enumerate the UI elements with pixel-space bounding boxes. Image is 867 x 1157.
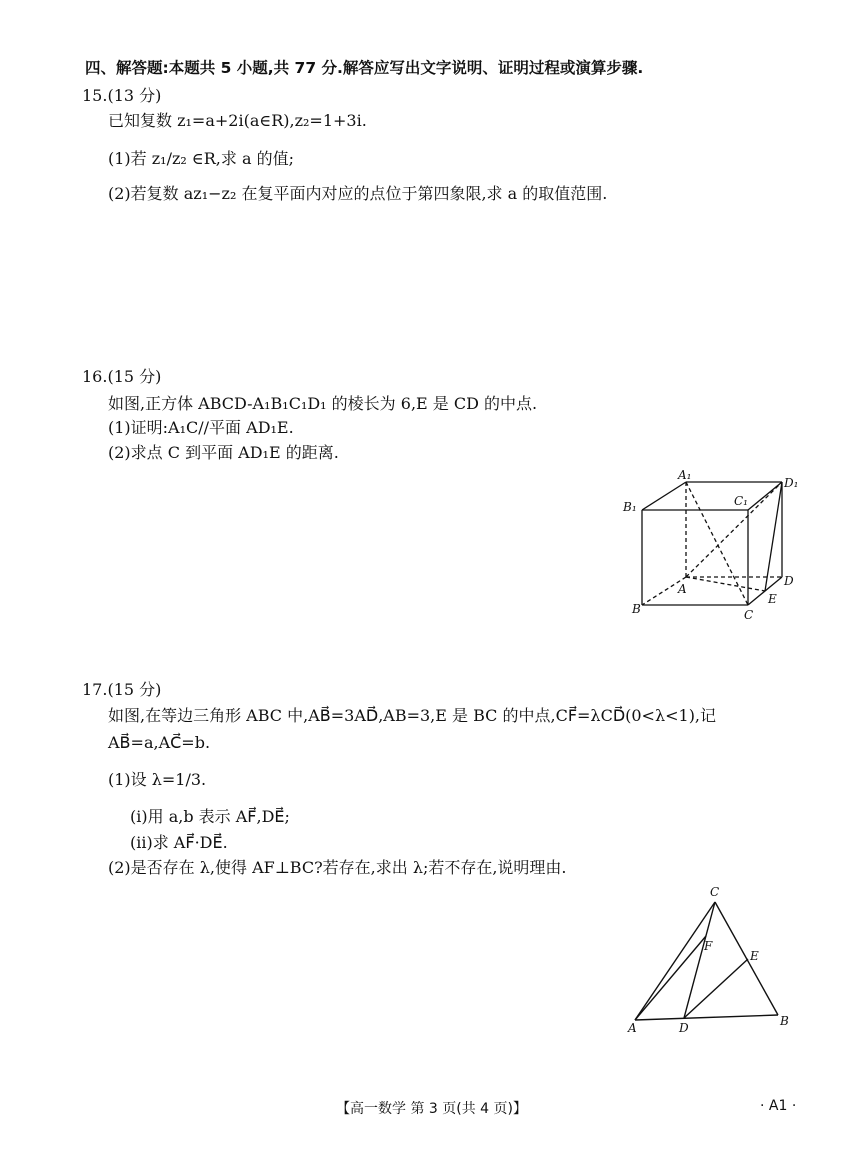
label-a1: A₁ [678,468,692,482]
q17-part1-i: (ⅰ)用 a,b 表示 AF⃗,DE⃗; [130,807,290,826]
q17-part2: (2)是否存在 λ,使得 AF⊥BC?若存在,求出 λ;若不存在,说明理由. [108,858,567,877]
label-a: A [678,582,687,596]
edge-d1-e [765,482,782,591]
label-e: E [750,949,759,963]
q15-number: 15.(13 分) [82,86,162,105]
label-d1: D₁ [784,476,799,490]
label-c: C [710,885,720,899]
q17-stem-line1: 如图,在等边三角形 ABC 中,AB⃗=3AD⃗,AB=3,E 是 BC 的中点,CF⃗=λCD⃗(0<λ<1),记 [108,706,717,725]
side-ca [635,902,715,1020]
label-d: D [784,574,794,588]
side-cb [715,902,778,1015]
side-ab [635,1015,778,1020]
q17-part1-ii: (ⅱ)求 AF⃗·DE⃗. [130,833,228,852]
q15-stem: 已知复数 z₁=a+2i(a∈R),z₂=1+3i. [108,111,367,130]
q17-stem-line2: AB⃗=a,AC⃗=b. [108,733,211,752]
q15-part1: (1)若 z₁/z₂ ∈R,求 a 的值; [108,149,294,168]
label-c1: C₁ [734,494,748,508]
edge-b1-a1 [642,482,686,510]
q17-part1: (1)设 λ=1/3. [108,770,207,789]
seg-cd [684,902,715,1018]
page-footer: 【高一数学 第 3 页(共 4 页)】 [336,1101,527,1117]
q16-stem: 如图,正方体 ABCD-A₁B₁C₁D₁ 的棱长为 6,E 是 CD 的中点. [108,394,538,413]
section-header: 四、解答题:本题共 5 小题,共 77 分.解答应写出文字说明、证明过程或演算步骤. [85,59,644,77]
page-code: · A1 · [760,1098,797,1114]
q16-part1: (1)证明:A₁C//平面 AD₁E. [108,418,294,437]
q17-number: 17.(15 分) [82,680,162,699]
q16-part2: (2)求点 C 到平面 AD₁E 的距离. [108,443,339,462]
label-b: B [632,602,641,616]
label-b1: B₁ [623,500,637,514]
q16-number: 16.(15 分) [82,367,162,386]
cube-figure [620,465,810,625]
seg-a-e [686,577,765,591]
q15-part2: (2)若复数 az₁−z₂ 在复平面内对应的点位于第四象限,求 a 的取值范围. [108,184,608,203]
label-d: D [679,1021,689,1035]
seg-de [684,959,748,1018]
label-f: F [704,939,713,953]
label-c: C [744,608,754,622]
label-a: A [628,1021,637,1035]
label-e: E [768,592,777,606]
triangle-figure [620,882,800,1042]
label-b: B [780,1014,789,1028]
